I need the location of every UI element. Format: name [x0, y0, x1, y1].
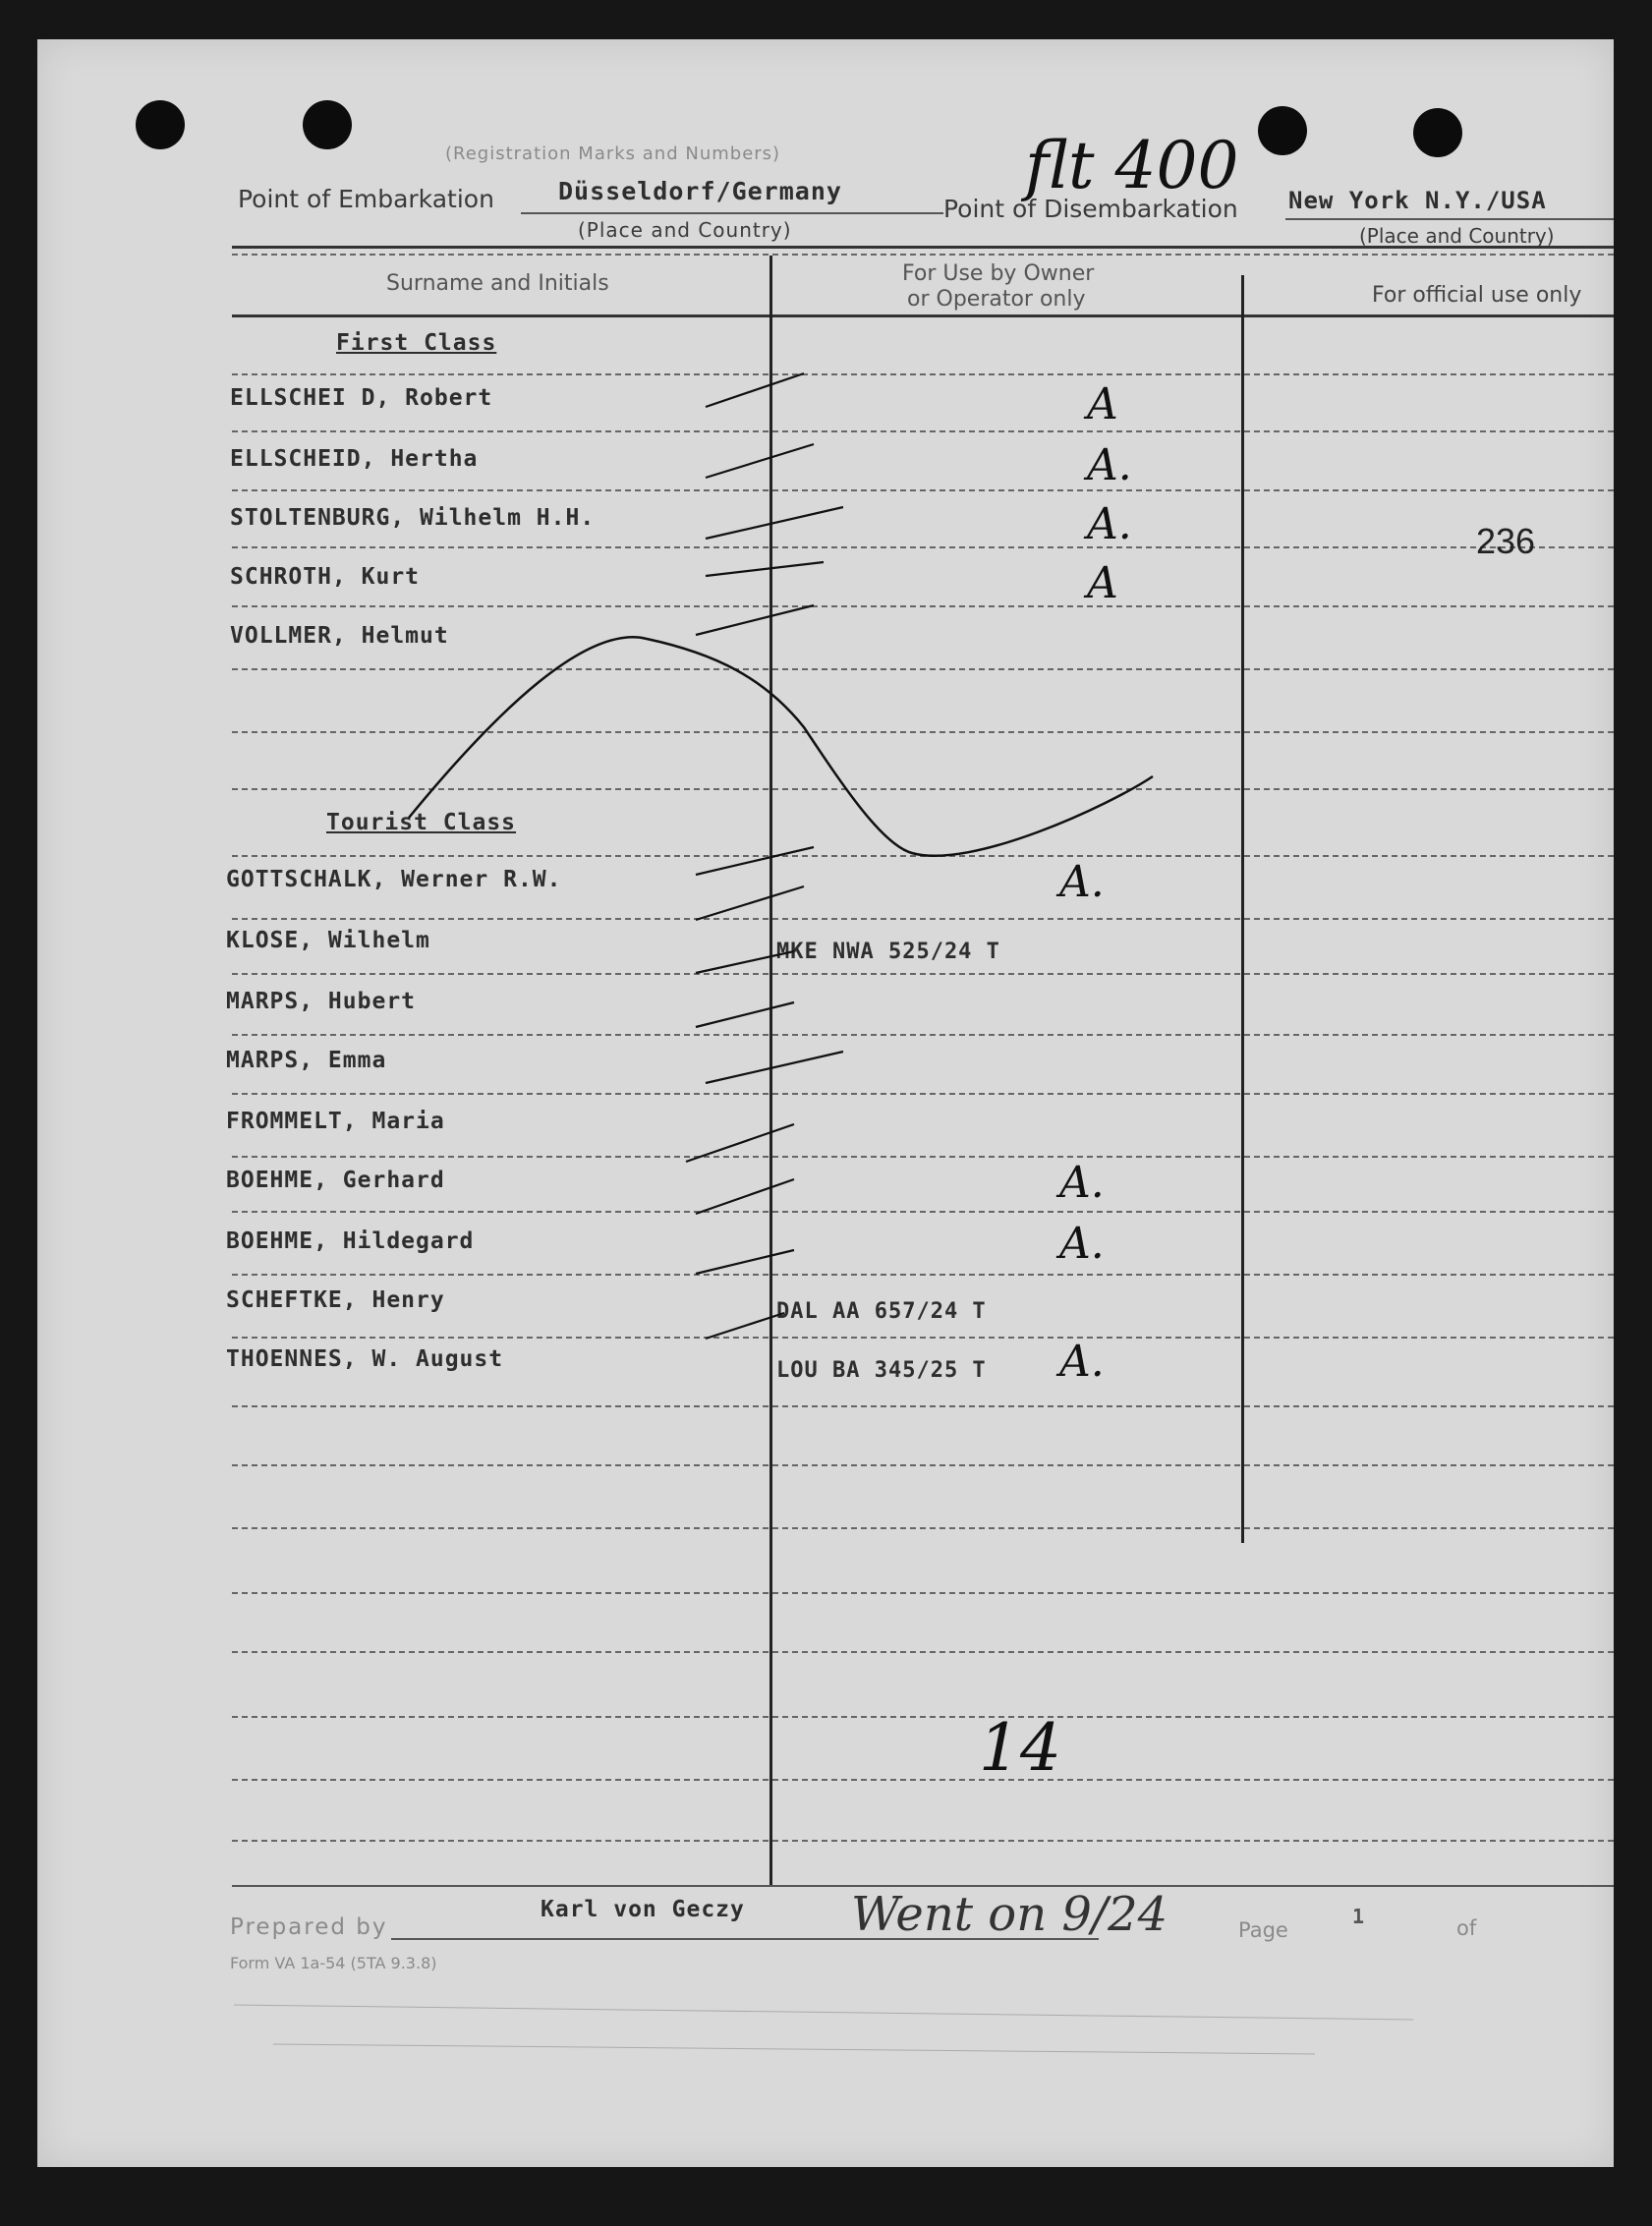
embarkation-caption: (Place and Country): [578, 218, 792, 242]
handwritten-total: 14: [979, 1710, 1061, 1786]
section-tourist-class: Tourist Class: [326, 810, 517, 835]
passenger-name: BOEHME, Gerhard: [226, 1168, 445, 1193]
strike-through-curve: [409, 637, 1153, 856]
passenger-mark: A.: [1059, 857, 1105, 907]
passenger-name: FROMMELT, Maria: [226, 1109, 445, 1134]
passenger-name: KLOSE, Wilhelm: [226, 928, 430, 953]
operator-reference: MKE NWA 525/24 T: [776, 940, 1000, 964]
form-id: Form VA 1a-54 (5TA 9.3.8): [230, 1954, 437, 1972]
passenger-name: BOEHME, Hildegard: [226, 1228, 475, 1254]
registration-marks-caption: (Registration Marks and Numbers): [445, 143, 781, 164]
column-header-owner-line2: or Operator only: [907, 287, 1086, 312]
column-header-owner-line1: For Use by Owner: [902, 261, 1095, 286]
embarkation-value: Düsseldorf/Germany: [558, 177, 842, 205]
page-number: 1: [1352, 1905, 1366, 1928]
paper-smudge: [234, 2005, 1413, 2054]
column-header-official: For official use only: [1372, 283, 1582, 308]
passenger-name: MARPS, Emma: [226, 1048, 387, 1073]
manifest-sheet: [37, 39, 1614, 2167]
prepared-by-label: Prepared by: [230, 1914, 388, 1940]
passenger-mark: A.: [1087, 499, 1132, 549]
operator-reference: LOU BA 345/25 T: [776, 1358, 987, 1383]
of-label: of: [1456, 1916, 1477, 1940]
passenger-mark: A: [1087, 558, 1118, 608]
passenger-name: VOLLMER, Helmut: [230, 623, 449, 649]
page-label: Page: [1238, 1918, 1288, 1942]
tick-marks: [686, 373, 843, 1339]
passenger-mark: A.: [1059, 1337, 1105, 1387]
disembarkation-label: Point of Disembarkation: [943, 195, 1238, 223]
column-header-surname: Surname and Initials: [386, 271, 609, 296]
pen-strokes: [37, 39, 1614, 2167]
section-first-class: First Class: [336, 330, 497, 356]
passenger-name: THOENNES, W. August: [226, 1346, 504, 1372]
passenger-mark: A.: [1059, 1219, 1105, 1269]
passenger-name: SCHROTH, Kurt: [230, 564, 421, 590]
passenger-name: MARPS, Hubert: [226, 989, 417, 1014]
passenger-name: SCHEFTKE, Henry: [226, 1287, 445, 1313]
passenger-mark: A.: [1087, 440, 1132, 490]
passenger-mark: A.: [1059, 1158, 1105, 1208]
official-number: 236: [1476, 521, 1536, 561]
disembarkation-value: New York N.Y./USA: [1288, 187, 1547, 214]
passenger-name: GOTTSCHALK, Werner R.W.: [226, 867, 562, 892]
flight-note: flt 400: [1025, 128, 1239, 203]
embarkation-label: Point of Embarkation: [238, 185, 494, 213]
passenger-name: ELLSCHEI D, Robert: [230, 385, 493, 411]
operator-reference: DAL AA 657/24 T: [776, 1299, 987, 1324]
passenger-name: ELLSCHEID, Hertha: [230, 446, 479, 472]
prepared-by-value: Karl von Geczy: [541, 1897, 745, 1922]
disembarkation-caption: (Place and Country): [1359, 224, 1555, 248]
passenger-mark: A: [1087, 379, 1118, 429]
passenger-name: STOLTENBURG, Wilhelm H.H.: [230, 505, 596, 531]
signature-note: Went on 9/24: [851, 1887, 1168, 1942]
